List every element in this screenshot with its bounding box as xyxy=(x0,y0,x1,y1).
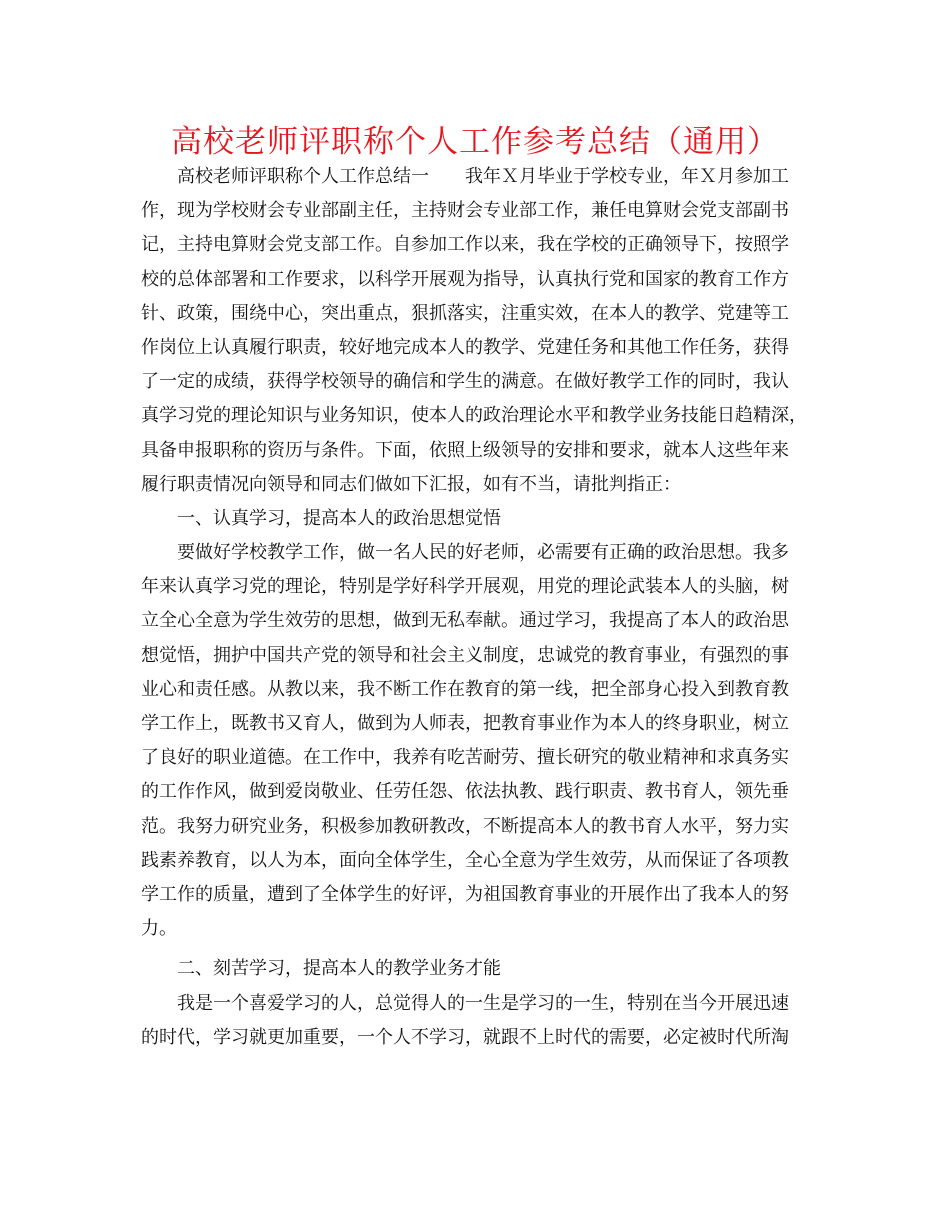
text-line: 想觉悟，拥护中国共产党的领导和社会主义制度，忠诚党的教育事业，有强烈的事 xyxy=(141,644,789,666)
text-line: 的工作作风，做到爱岗敬业、任劳任怨、依法执教、践行职责、教书育人，领先垂 xyxy=(141,781,789,803)
text-line: 学工作的质量，遭到了全体学生的好评，为祖国教育事业的开展作出了我本人的努 xyxy=(141,883,789,905)
text-line: 的时代，学习就更加重要，一个人不学习，就跟不上时代的需要，必定被时代所淘 xyxy=(141,1026,789,1048)
text-line: 践素养教育，以人为本，面向全体学生，全心全意为学生效劳，从而保证了各项教 xyxy=(141,849,789,871)
text-line: 针、政策，围绕中心，突出重点，狠抓落实，注重实效，在本人的教学、党建等工 xyxy=(141,302,789,324)
text-line: 要做好学校教学工作，做一名人民的好老师，必需要有正确的政治思想。我多 xyxy=(177,542,789,564)
text-line: 学工作上，既教书又育人，做到为人师表，把教育事业作为本人的终身职业，树立 xyxy=(141,713,789,734)
text-line: 我是一个喜爱学习的人，总觉得人的一生是学习的一生，特别在当今开展迅速 xyxy=(177,992,789,1014)
text-line: 真学习党的理论知识与业务知识，使本人的政治理论水平和教学业务技能日趋精深， xyxy=(141,405,807,427)
text-line: 立全心全意为学生效劳的思想，做到无私奉献。通过学习，我提高了本人的政治思 xyxy=(141,610,789,632)
text-line: 力。 xyxy=(141,918,177,940)
text-line: 履行职责情况向领导和同志们做如下汇报，如有不当，请批判指正： xyxy=(141,473,681,495)
text-line: 了良好的职业道德。在工作中，我养有吃苦耐劳、擅长研究的敬业精神和求真务实 xyxy=(141,747,789,769)
text-line: 作岗位上认真履行职责，较好地完成本人的教学、党建任务和其他工作任务，获得 xyxy=(141,336,789,358)
text-line: 了一定的成绩，获得学校领导的确信和学生的满意。在做好教学工作的同时，我认 xyxy=(141,371,789,393)
text-line: 校的总体部署和工作要求，以科学开展观为指导，认真执行党和国家的教育工作方 xyxy=(141,268,789,290)
text-line: 作，现为学校财会专业部副主任，主持财会专业部工作，兼任电算财会党支部副书 xyxy=(141,200,789,222)
section-heading: 一、认真学习，提高本人的政治思想觉悟 xyxy=(177,507,501,529)
document-title: 高校老师评职称个人工作参考总结（通用） xyxy=(171,124,779,160)
text-line: 具备申报职称的资历与条件。下面，依照上级领导的安排和要求，就本人这些年来 xyxy=(141,439,789,461)
text-line: 年来认真学习党的理论，特别是学好科学开展观，用党的理论武装本人的头脑，树 xyxy=(141,576,789,598)
document-body xyxy=(141,160,821,1055)
section-heading: 二、刻苦学习，提高本人的教学业务才能 xyxy=(177,958,501,980)
text-line: 业心和责任感。从教以来，我不断工作在教育的第一线，把全部身心投入到教育教 xyxy=(141,678,789,700)
text-line: 高校老师评职称个人工作总结一 我年Ｘ月毕业于学校专业，年Ｘ月参加工 xyxy=(177,166,789,187)
text-line: 范。我努力研究业务，积极参加教研教改，不断提高本人的教书育人水平，努力实 xyxy=(141,815,789,837)
text-line: 记，主持电算财会党支部工作。自参加工作以来，我在学校的正确领导下，按照学 xyxy=(141,234,789,256)
